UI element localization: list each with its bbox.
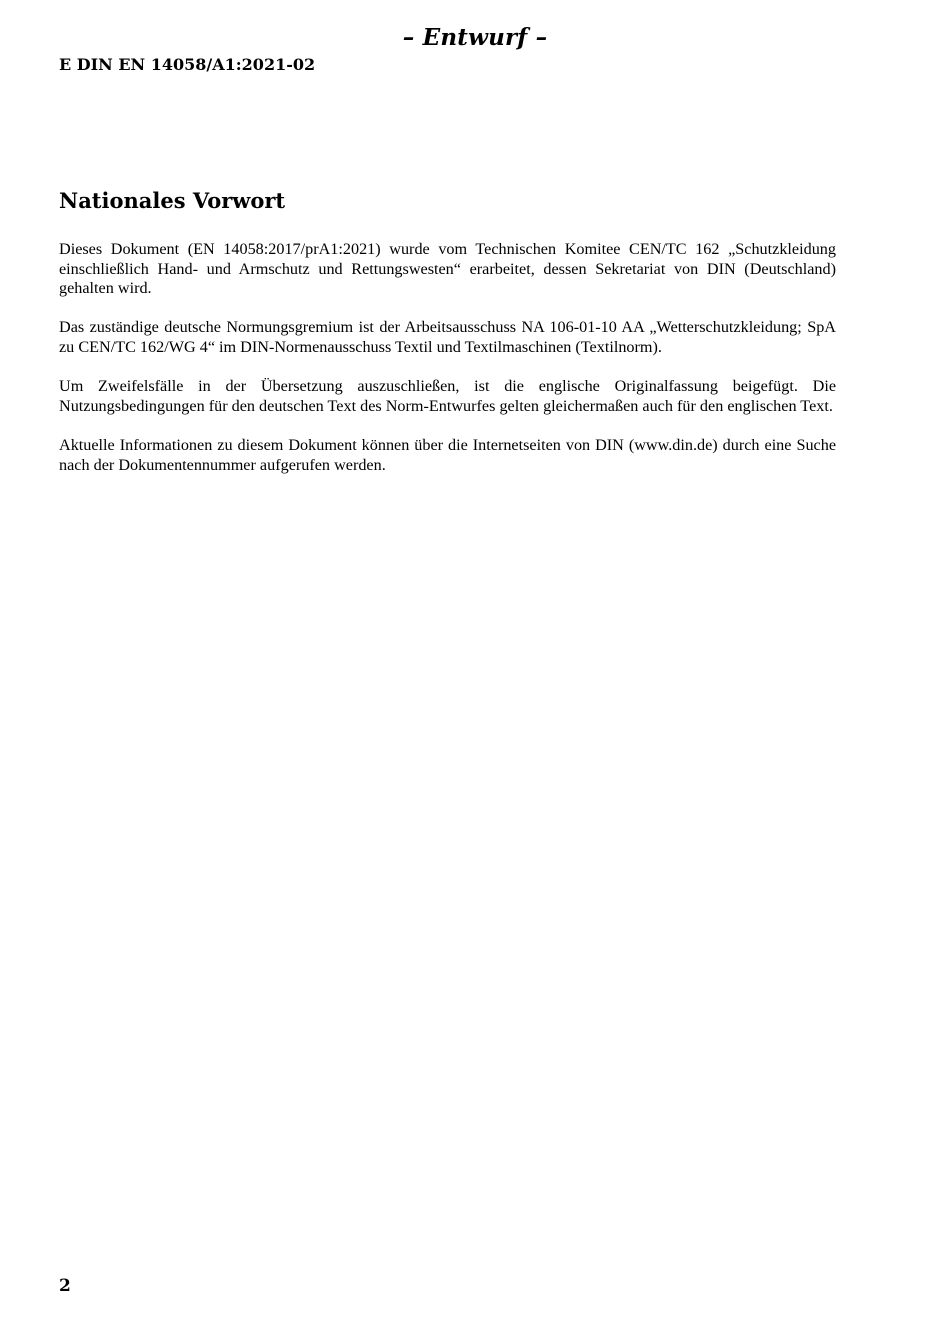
paragraph-translation: Um Zweifelsfälle in der Übersetzung auszuschließen, ist die englische Originalfassung beigefügt. Die Nutzungsbedingungen für den deutschen Text des Norm-Entwurfes gelten gleichermaßen auch für den englischen Text.: [59, 377, 836, 415]
draft-label: – Entwurf –: [402, 24, 548, 51]
foreword-body: [59, 240, 836, 495]
paragraph-information: Aktuelle Informationen zu diesem Dokument können über die Internetseiten von DIN (www.din.de) durch eine Suche nach der Dokumentennummer aufgerufen werden.: [59, 435, 836, 474]
paragraph-national-body: Das zuständige deutsche Normungsgremium ist der Arbeitsausschuss NA 106-01-10 AA „Wetterschutzkleidung; SpA zu CEN/TC 162/WG 4“ im DIN-Normenausschuss Textil und Textilmaschinen (Textilnorm).: [59, 318, 836, 356]
document-id: E DIN EN 14058/A1:2021-02: [59, 55, 316, 74]
section-title: Nationales Vorwort: [59, 188, 286, 213]
paragraph-committee: Dieses Dokument (EN 14058:2017/prA1:2021) wurde vom Technischen Komitee CEN/TC 162 „Schutzkleidung einschließlich Hand- und Armschutz und Rettungswesten“ erarbeitet, dessen Sekretariat von DIN (Deutschland) gehalten wird.: [59, 240, 836, 298]
page-number: 2: [59, 1276, 71, 1296]
